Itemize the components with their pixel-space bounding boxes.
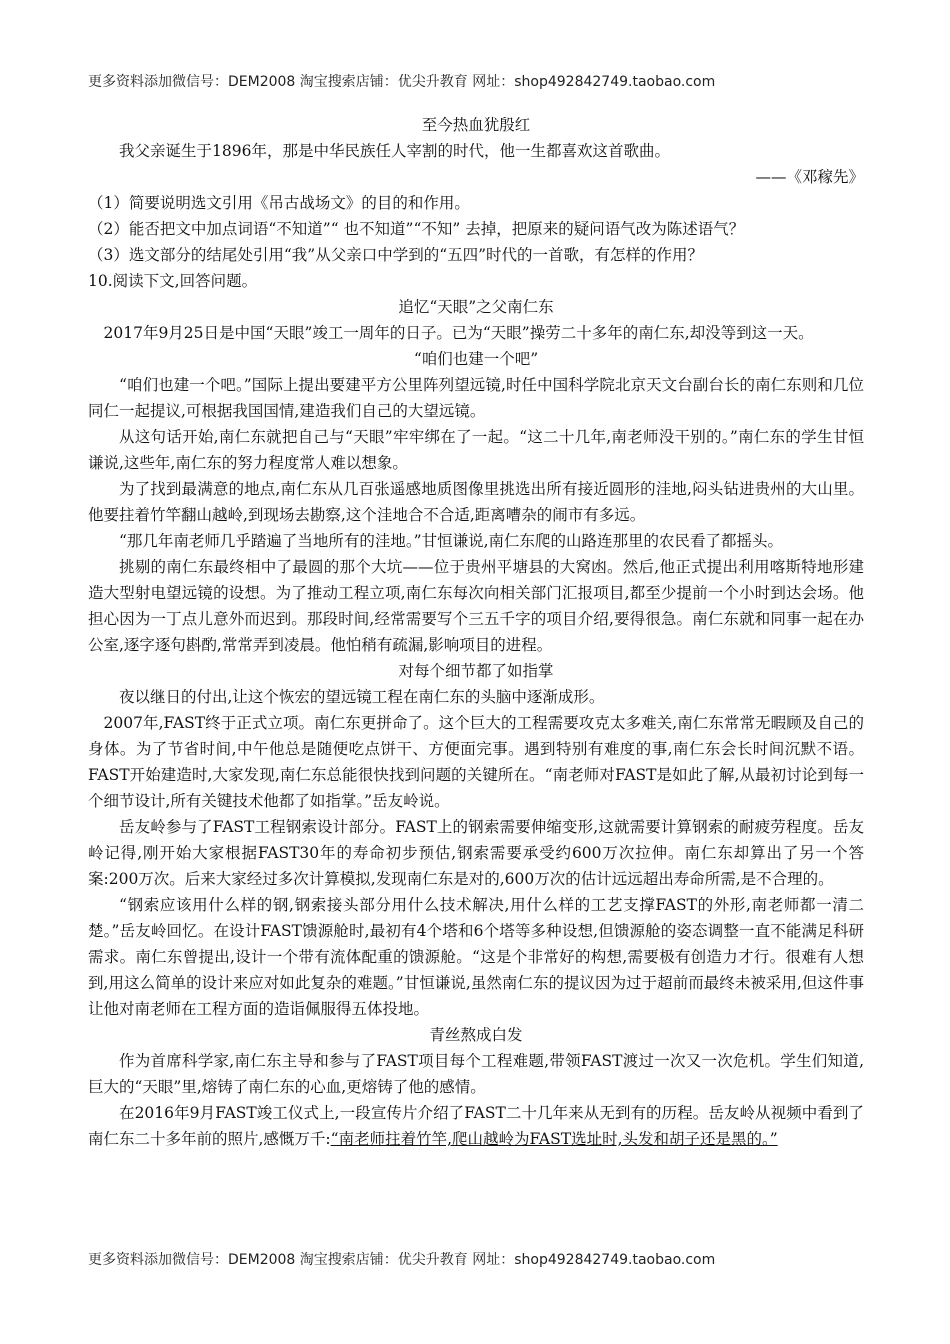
subheading-1: “咱们也建一个吧” — [413, 350, 539, 368]
article-intro: 2017年9月25日是中国“天眼”竣工一周年的日子。已为“天眼”操劳二十多年的南仁东,却没等到这一天。 — [103, 324, 814, 342]
paragraph: 夜以继日的付出,让这个恢宏的望远镜工程在南仁东的头脑中逐渐成形。 — [119, 688, 605, 706]
question-3: （3）选文部分的结尾处引用“我”从父亲口中学到的“五四”时代的一首歌，有怎样的作用？ — [88, 246, 704, 264]
question-2: （2）能否把文中加点词语“不知道”“ 也不知道”“不知” 去掉，把原来的疑问语气改为陈述语气？ — [88, 220, 745, 238]
paragraph: 作为首席科学家,南仁东主导和参与了FAST项目每个工程难题,带领FAST渡过一次又一次危机。学生们知道,巨大的“天眼”里,熔铸了南仁东的心血,更熔铸了他的感情。 — [88, 1052, 864, 1096]
subheading-3: 青丝熬成白发 — [429, 1026, 523, 1044]
question-10-intro: 10.阅读下文,回答问题。 — [88, 272, 258, 290]
underlined-quote: “南老师拄着竹竿,爬山越岭为FAST选址时,头发和胡子还是黑的。” — [330, 1130, 778, 1148]
paragraph: “咱们也建一个吧。”国际上提出要建平方公里阵列望远镜,时任中国科学院北京天文台副台长的南仁东则和几位同仁一起提议,可根据我国国情,建造我们自己的大望远镜。 — [88, 376, 864, 420]
paragraph: 岳友岭参与了FAST工程钢索设计部分。FAST上的钢索需要伸缩变形,这就需要计算钢索的耐疲劳程度。岳友岭记得,刚开始大家根据FAST30年的寿命初步预估,钢索需要承受约600万次拉伸。南仁东却算出了另一个答案:200万次。后来大家经过多次计算模拟,发现南仁东是对的,600万次的估计远远超出寿命所需,是不合理的。 — [88, 818, 864, 888]
paragraph: 从这句话开始,南仁东就把自己与“天眼”牢牢绑在了一起。“这二十几年,南老师没干别的。”南仁东的学生甘恒谦说,这些年,南仁东的努力程度常人难以想象。 — [88, 428, 864, 472]
subheading-2: 对每个细节都了如指掌 — [398, 662, 554, 680]
paragraph: 为了找到最满意的地点,南仁东从几百张遥感地质图像里挑选出所有接近圆形的洼地,闷头钻进贵州的大山里。他要拄着竹竿翻山越岭,到现场去勘察,这个洼地合不合适,距离嘈杂的闹市有多远。 — [88, 480, 864, 524]
paragraph-text: 在2016年9月FAST竣工仪式上,一段宣传片介绍了FAST二十几年来从无到有的历程。岳友岭从视频中看到了南仁东二十多年前的照片,感慨万千: — [88, 1104, 864, 1148]
page-footer: 更多资料添加微信号：DEM2008 淘宝搜索店铺：优尖升教育 网址：shop492842749.taobao.com — [88, 1252, 716, 1268]
paragraph: “那几年南老师几乎踏遍了当地所有的洼地。”甘恒谦说,南仁东爬的山路连那里的农民看了都摇头。 — [119, 532, 784, 550]
section-title: 至今热血犹殷红 — [421, 116, 531, 134]
paragraph: 挑剔的南仁东最终相中了最圆的那个大坑——位于贵州平塘县的大窝凼。然后,他正式提出利用喀斯特地形建造大型射电望远镜的设想。为了推动工程立项,南仁东每次向相关部门汇报项目,都至少提前一个小时到达会场。他担心因为一丁点儿意外而迟到。那段时间,经常需要写个三五千字的项目介绍,要得很急。南仁东就和同事一起在办公室,逐字逐句斟酌,常常弄到凌晨。他怕稍有疏漏,影响项目的进程。 — [88, 558, 864, 654]
section-paragraph: 我父亲诞生于1896年，那是中华民族任人宰割的时代，他一生都喜欢这首歌曲。 — [119, 142, 670, 160]
paragraph: 2007年,FAST终于正式立项。南仁东更拼命了。这个巨大的工程需要攻克太多难关,南仁东常常无暇顾及自己的身体。为了节省时间,中午他总是随便吃点饼干、方便面完事。遇到特别有难度的事,南仁东会长时间沉默不语。FAST开始建造时,大家发现,南仁东总能很快找到问题的关键所在。“南老师对FAST是如此了解,从最初讨论到每一个细节设计,所有关键技术他都了如指掌。”岳友岭说。 — [88, 714, 864, 810]
source-citation: ——《邓稼先》 — [755, 168, 864, 186]
document-body — [88, 112, 864, 1152]
page-header: 更多资料添加微信号：DEM2008 淘宝搜索店铺：优尖升教育 网址：shop492842749.taobao.com — [88, 74, 716, 90]
article-title: 追忆“天眼”之父南仁东 — [398, 298, 554, 316]
paragraph-final — [88, 1100, 864, 1152]
question-1: （1）简要说明选文引用《吊古战场文》的目的和作用。 — [88, 194, 470, 212]
paragraph: “钢索应该用什么样的钢,钢索接头部分用什么技术解决,用什么样的工艺支撑FAST的外形,南老师都一清二楚。”岳友岭回忆。在设计FAST馈源舱时,最初有4个塔和6个塔等多种设想,但馈源舱的姿态调整一直不能满足科研需求。南仁东曾提出,设计一个带有流体配重的馈源舱。“这是个非常好的构想,需要极有创造力才行。很难有人想到,用这么简单的设计来应对如此复杂的难题。”甘恒谦说,虽然南仁东的提议因为过于超前而最终未被采用,但这件事让他对南老师在工程方面的造诣佩服得五体投地。 — [88, 896, 864, 1018]
